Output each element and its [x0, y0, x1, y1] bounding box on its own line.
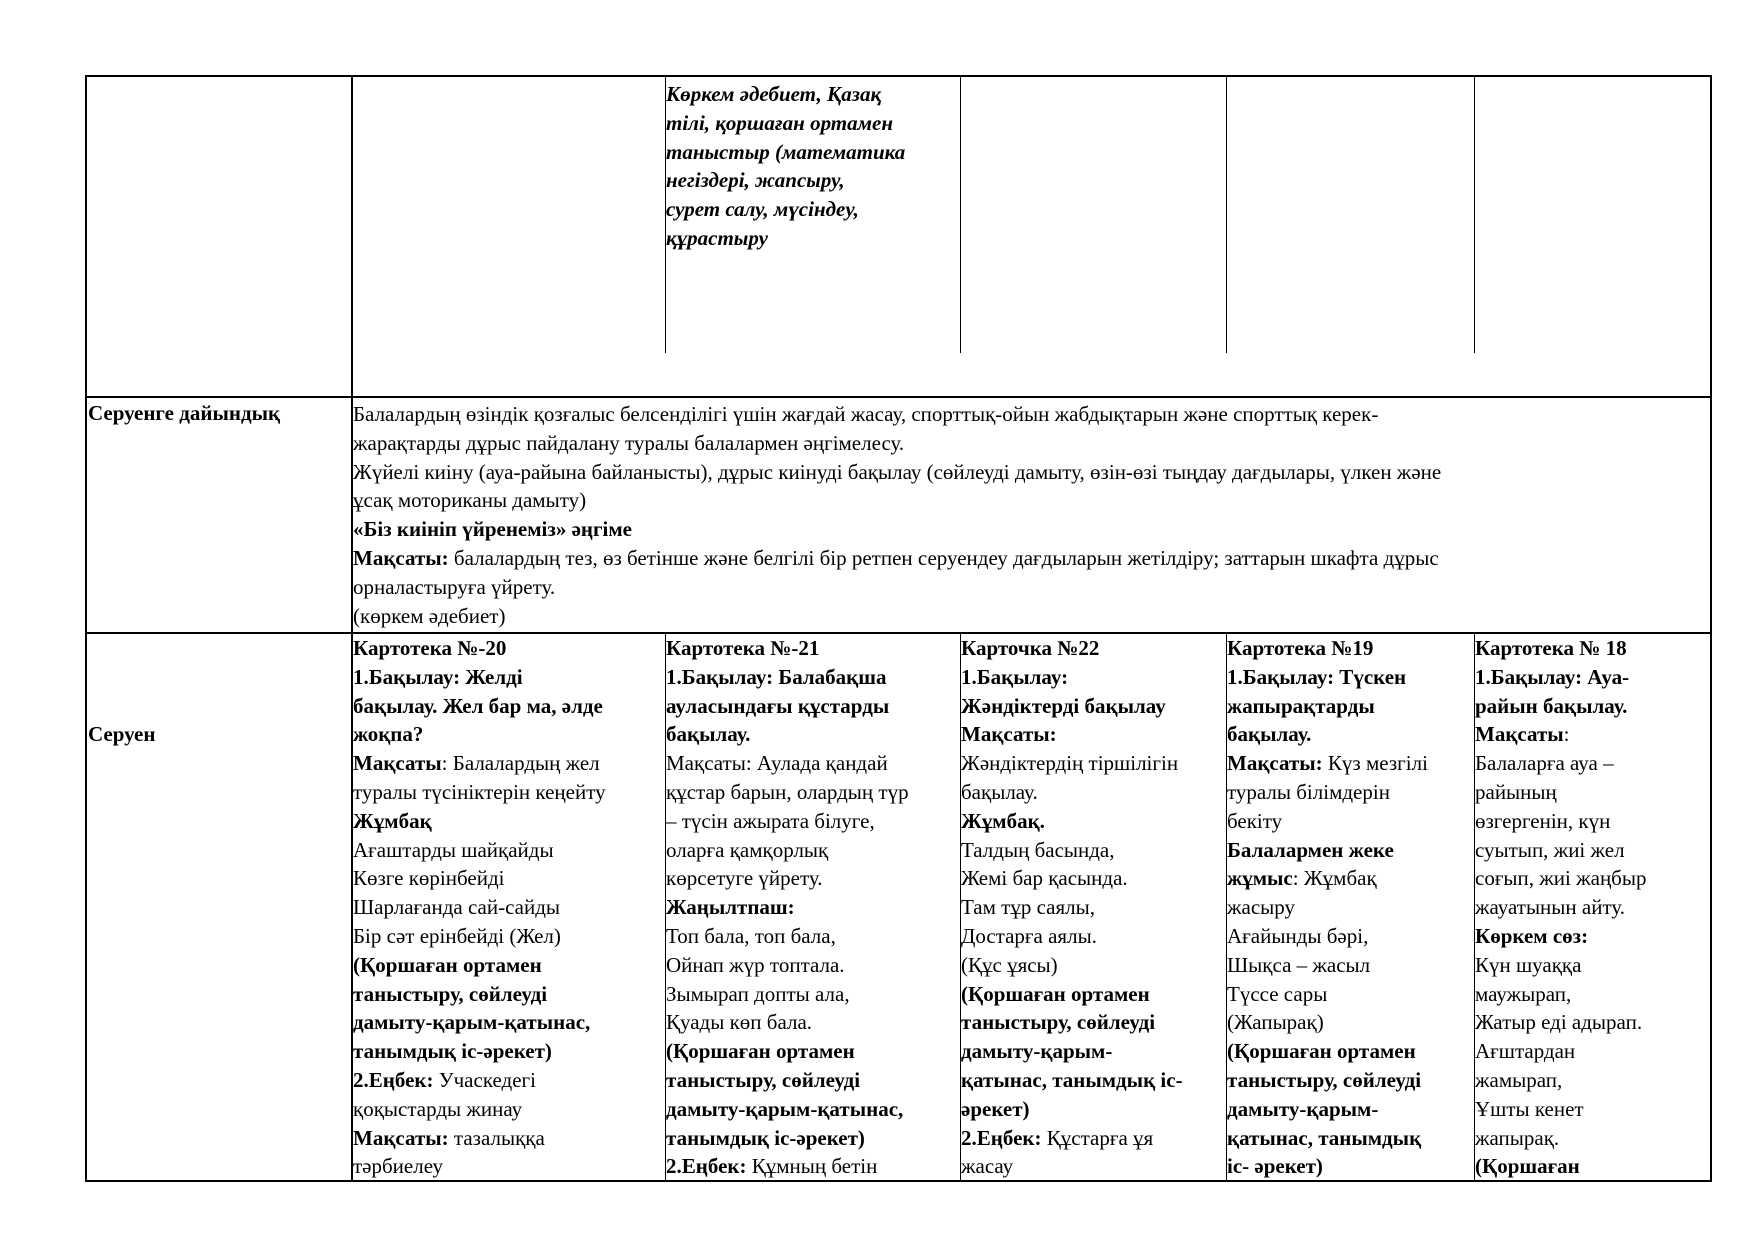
plain-text: Ағаштарды шайқайды	[353, 837, 554, 862]
text-line	[1475, 807, 1646, 836]
plain-text: құстар барын, олардың түр	[666, 779, 909, 804]
bold-text: (Қоршаған ортамен	[666, 1039, 855, 1064]
text-line	[1227, 1152, 1428, 1181]
text-line	[961, 720, 1183, 749]
text-line	[1227, 951, 1428, 980]
text-line	[1227, 1037, 1428, 1066]
plain-text: жамырап,	[1475, 1067, 1563, 1092]
text-line	[1475, 922, 1646, 951]
text-line	[1227, 922, 1428, 951]
plain-text: тәрбиелеу	[353, 1154, 444, 1179]
text-line	[961, 1008, 1183, 1037]
prep-row-label: Серуенге дайындық	[88, 401, 281, 425]
text-line	[353, 515, 1441, 544]
plain-text: Жәндіктердің тіршілігін	[961, 751, 1179, 776]
text-line	[666, 634, 909, 663]
text-line	[961, 951, 1183, 980]
text-line	[353, 951, 606, 980]
bold-text: Картотека №-21	[666, 636, 820, 660]
bold-text: бақылау.	[1227, 722, 1312, 747]
text-line	[1227, 1095, 1428, 1124]
text-line	[1475, 720, 1646, 749]
text-line	[666, 663, 909, 692]
plain-text: – түсін ажырата білуге,	[666, 808, 875, 833]
bold-text: бақылау. Жел бар ма, әлде	[353, 693, 603, 718]
bold-text: 1.Бақылау: Түскен	[1227, 664, 1407, 689]
walk-card-18	[1475, 634, 1646, 1181]
table-top-border	[85, 75, 1712, 77]
text-line	[961, 864, 1183, 893]
text-line	[1227, 778, 1428, 807]
bold-text: 2.Еңбек:	[961, 1125, 1042, 1150]
plain-text: Бір сәт ерінбейді (Жел)	[353, 923, 561, 948]
plain-text: Ұшты кенет	[1475, 1096, 1584, 1121]
text-line	[961, 1095, 1183, 1124]
text-line	[666, 922, 909, 951]
text-line	[961, 893, 1183, 922]
text-line	[1227, 692, 1428, 721]
plain-text: : Балалардың жел	[441, 751, 600, 776]
bold-text: 1.Бақылау:	[961, 664, 1069, 689]
bold-text: Балалармен жеке	[1227, 837, 1394, 862]
bold-text: іс- әрекет)	[1227, 1154, 1323, 1179]
text-line	[666, 692, 909, 721]
text-line	[1227, 893, 1428, 922]
plain-text: Зымырап допты ала,	[666, 981, 850, 1006]
text-line	[666, 1124, 909, 1153]
plain-text: Шықса – жасыл	[1227, 952, 1371, 977]
plain-text: Шарлағанда сай-сайды	[353, 895, 561, 920]
text-line	[1227, 1008, 1428, 1037]
text-line	[666, 836, 909, 865]
bold-text: Жұмбақ.	[961, 808, 1045, 833]
text-line: таныстыр (математика	[666, 139, 906, 164]
walk-row-label: Серуен	[88, 722, 156, 746]
plain-text: Достарға аялы.	[961, 923, 1097, 948]
plain-text: орналастыруға үйрету.	[353, 574, 556, 599]
plain-text: бақылау.	[961, 779, 1038, 804]
plain-text: соғып, жиі жаңбыр	[1475, 866, 1647, 891]
bold-text: дамыту-қарым-қатынас,	[666, 1096, 904, 1121]
text-line	[353, 486, 1441, 515]
text-line	[1227, 836, 1428, 865]
text-line	[1475, 663, 1646, 692]
text-line	[353, 807, 606, 836]
text-line	[1227, 864, 1428, 893]
text-line	[353, 400, 1441, 429]
plain-text: Жатыр еді адырап.	[1475, 1010, 1643, 1035]
text-line	[1475, 634, 1646, 663]
text-line	[353, 429, 1441, 458]
top-col-line-6	[1474, 75, 1475, 353]
table-right-border	[1710, 75, 1712, 1182]
text-line	[1475, 864, 1646, 893]
plain-text: оларға қамқорлық	[666, 837, 829, 862]
text-line	[1475, 951, 1646, 980]
text-line	[353, 1095, 606, 1124]
bold-text: таныстыру, сөйлеуді	[666, 1067, 861, 1092]
text-line	[1475, 1124, 1646, 1153]
text-line	[961, 807, 1183, 836]
plain-text: Жемі бар қасында.	[961, 866, 1128, 891]
text-line	[1475, 1008, 1646, 1037]
plain-text: (Жапырақ)	[1227, 1010, 1324, 1035]
plain-text: Түссе сары	[1227, 981, 1328, 1006]
table-left-border	[85, 75, 87, 1182]
plain-text: жасыру	[1227, 895, 1295, 920]
text-line	[1475, 980, 1646, 1009]
plain-text: Мақсаты: Аулада қандай	[666, 751, 888, 776]
plain-text: өзгергенін, күн	[1475, 808, 1611, 833]
text-line	[666, 951, 909, 980]
text-line	[1227, 749, 1428, 778]
bold-text: жапырақтарды	[1227, 693, 1375, 718]
text-line	[353, 1066, 606, 1095]
walk-card-21	[666, 634, 909, 1181]
prep-row-description	[353, 400, 1441, 630]
bold-text: Мақсаты:	[353, 1125, 449, 1150]
bold-text: қатынас, танымдық іс-	[961, 1067, 1183, 1092]
plain-text: Ағштардан	[1475, 1039, 1576, 1064]
top-row-activities-text	[666, 80, 905, 253]
text-line	[353, 893, 606, 922]
text-line	[353, 573, 1441, 602]
plain-text: райының	[1475, 779, 1557, 804]
text-line	[666, 749, 909, 778]
text-line	[353, 663, 606, 692]
text-line	[961, 922, 1183, 951]
plain-text: Учаскедегі	[433, 1067, 536, 1092]
text-line	[666, 720, 909, 749]
bold-text: таныстыру, сөйлеуді	[961, 1010, 1156, 1035]
walk-card-20	[353, 634, 606, 1181]
text-line	[1475, 692, 1646, 721]
text-line: Көркем әдебиет, Қазақ	[666, 82, 882, 106]
bold-text: Мақсаты:	[1227, 751, 1323, 776]
text-line	[1227, 980, 1428, 1009]
plain-text: Қуады көп бала.	[666, 1010, 813, 1035]
text-line	[961, 634, 1183, 663]
plain-text: тазалыққа	[448, 1125, 545, 1150]
text-line	[666, 807, 909, 836]
plain-text: қоқыстарды жинау	[353, 1096, 523, 1121]
text-line	[961, 1037, 1183, 1066]
walk-card-22	[961, 634, 1183, 1181]
bold-text: Жұмбақ	[353, 808, 432, 833]
text-line	[1227, 1066, 1428, 1095]
text-line	[666, 893, 909, 922]
text-line	[353, 634, 606, 663]
top-col-line-5	[1226, 75, 1227, 353]
bold-text: танымдық іс-әрекет)	[353, 1039, 552, 1064]
plain-text: Балаларға ауа –	[1475, 751, 1614, 776]
text-line	[353, 1008, 606, 1037]
text-line	[961, 1124, 1183, 1153]
text-line	[353, 692, 606, 721]
bold-text: (Қоршаған	[1475, 1154, 1580, 1179]
bold-text: қатынас, танымдық	[1227, 1125, 1422, 1150]
text-line: құрастыру	[666, 225, 768, 250]
text-line	[666, 1008, 909, 1037]
bold-text: (Қоршаған ортамен	[353, 952, 542, 977]
text-line	[353, 1124, 606, 1153]
bold-text: (Қоршаған ортамен	[961, 981, 1150, 1006]
text-line	[1475, 778, 1646, 807]
text-line	[961, 663, 1183, 692]
bold-text: «Біз киініп үйренеміз» әңгіме	[353, 517, 632, 542]
plain-text: туралы түсініктерін кеңейту	[353, 779, 606, 804]
bold-text: 1.Бақылау: Ауа-	[1475, 664, 1630, 689]
plain-text: Там тұр саялы,	[961, 895, 1095, 920]
text-line	[353, 836, 606, 865]
bold-text: дамыту-қарым-	[1227, 1096, 1379, 1121]
bold-text: 1.Бақылау: Желді	[353, 664, 523, 689]
text-line	[353, 980, 606, 1009]
text-line	[353, 922, 606, 951]
text-line	[666, 778, 909, 807]
text-line	[353, 1152, 606, 1181]
bold-text: Көркем сөз:	[1475, 923, 1589, 948]
text-line	[666, 980, 909, 1009]
plain-text: маужырап,	[1475, 981, 1572, 1006]
text-line	[1475, 749, 1646, 778]
bold-text: бақылау.	[666, 722, 751, 747]
text-line	[353, 1037, 606, 1066]
bold-text: Мақсаты	[353, 751, 442, 776]
text-line: сурет салу, мүсіндеу,	[666, 197, 859, 222]
plain-text: : Жұмбақ	[1292, 866, 1377, 891]
bold-text: әрекет)	[961, 1096, 1030, 1121]
text-line	[961, 749, 1183, 778]
text-line	[961, 1152, 1183, 1181]
plain-text: Күз мезгілі	[1322, 751, 1428, 776]
bold-text: Картотека №-20	[353, 636, 507, 660]
plain-text: балалардың тез, өз бетінше және белгілі бір ретпен серуендеу дағдыларын жетілдіру; заттарын шкафта дұрыс	[448, 545, 1439, 570]
bold-text: (Қоршаған ортамен	[1227, 1039, 1416, 1064]
plain-text: Топ бала, топ бала,	[666, 923, 836, 948]
plain-text: Талдың басында,	[961, 837, 1115, 862]
text-line	[961, 836, 1183, 865]
text-line	[353, 864, 606, 893]
text-line	[353, 720, 606, 749]
bold-text: ауласындағы құстарды	[666, 693, 890, 718]
plain-text: Құмның бетін	[746, 1154, 878, 1179]
bold-text: Жаңылтпаш:	[666, 895, 795, 920]
bold-text: Мақсаты	[1475, 722, 1564, 747]
text-line	[1475, 1095, 1646, 1124]
text-line: тілі, қоршаған ортамен	[666, 110, 894, 135]
text-line	[961, 692, 1183, 721]
plain-text: суытып, жиі жел	[1475, 837, 1625, 862]
plain-text: көрсетуге үйрету.	[666, 866, 823, 891]
bold-text: жоқпа?	[353, 722, 424, 747]
text-line	[666, 1095, 909, 1124]
bold-text: дамыту-қарым-қатынас,	[353, 1010, 591, 1035]
text-line	[961, 980, 1183, 1009]
text-line	[1227, 663, 1428, 692]
bold-text: таныстыру, сөйлеуді	[1227, 1067, 1422, 1092]
prep-row-top-border	[85, 396, 1712, 398]
plain-text: (Құс ұясы)	[961, 952, 1058, 977]
text-line	[1475, 836, 1646, 865]
plain-text: (көркем әдебиет)	[353, 603, 506, 628]
bold-text: Мақсаты:	[353, 545, 449, 570]
plain-text: жасау	[961, 1154, 1014, 1179]
plain-text: Күн шуаққа	[1475, 952, 1582, 977]
text-line	[353, 749, 606, 778]
bold-text: 2.Еңбек:	[353, 1067, 434, 1092]
bold-text: райын бақылау.	[1475, 693, 1628, 718]
plain-text: жарақтарды дұрыс пайдалану туралы балалармен әңгімелесу.	[353, 430, 905, 455]
bold-text: дамыту-қарым-	[961, 1039, 1113, 1064]
plain-text: Ойнап жүр топтала.	[666, 952, 845, 977]
bold-text: 2.Еңбек:	[666, 1154, 747, 1179]
text-line	[1227, 807, 1428, 836]
plain-text: туралы білімдерін	[1227, 779, 1390, 804]
text-line	[1475, 1066, 1646, 1095]
bold-text: жұмыс	[1227, 866, 1293, 891]
text-line	[666, 1037, 909, 1066]
plain-text: Көзге көрінбейді	[353, 866, 505, 891]
text-line	[1475, 893, 1646, 922]
text-line	[353, 778, 606, 807]
walk-card-19	[1227, 634, 1428, 1181]
text-line	[1475, 1152, 1646, 1181]
bold-text: Картотека №19	[1227, 636, 1374, 660]
bold-text: таныстыру, сөйлеуді	[353, 981, 548, 1006]
text-line	[666, 1066, 909, 1095]
top-col-line-4	[960, 75, 961, 353]
bold-text: Картотека № 18	[1475, 636, 1627, 660]
plain-text: :	[1563, 722, 1570, 747]
text-line	[1227, 720, 1428, 749]
text-line	[1475, 1037, 1646, 1066]
text-line	[353, 544, 1441, 573]
text-line	[1227, 634, 1428, 663]
text-line	[961, 1066, 1183, 1095]
text-line	[666, 1152, 909, 1181]
plain-text: Жүйелі киіну (ауа-райына байланысты), дұрыс киінуді бақылау (сөйлеуді дамыту, өзін-өзі тыңдау дағдылары, үлкен және	[353, 459, 1442, 484]
plain-text: Ағайынды бәрі,	[1227, 923, 1369, 948]
plain-text: жауатынын айту.	[1475, 895, 1625, 920]
plain-text: Балалардың өзіндік қозғалыс белсенділігі үшін жағдай жасау, спорттық-ойын жабдықтарын және спорттық керек-	[353, 402, 1379, 426]
bold-text: Мақсаты:	[961, 722, 1057, 747]
bold-text: танымдық іс-әрекет)	[666, 1125, 865, 1150]
text-line	[1227, 1124, 1428, 1153]
text-line: негіздері, жапсыру,	[666, 168, 845, 193]
plain-text: бекіту	[1227, 808, 1283, 833]
text-line	[353, 602, 1441, 631]
bold-text: 1.Бақылау: Балабақша	[666, 664, 887, 689]
plain-text: ұсақ моториканы дамыту)	[353, 488, 587, 513]
text-line	[961, 778, 1183, 807]
bold-text: Карточка №22	[961, 636, 1100, 660]
text-line	[353, 458, 1441, 487]
plain-text: Құстарға ұя	[1041, 1125, 1154, 1150]
text-line	[666, 864, 909, 893]
bold-text: Жәндіктерді бақылау	[961, 693, 1166, 718]
plain-text: жапырақ.	[1475, 1125, 1560, 1150]
